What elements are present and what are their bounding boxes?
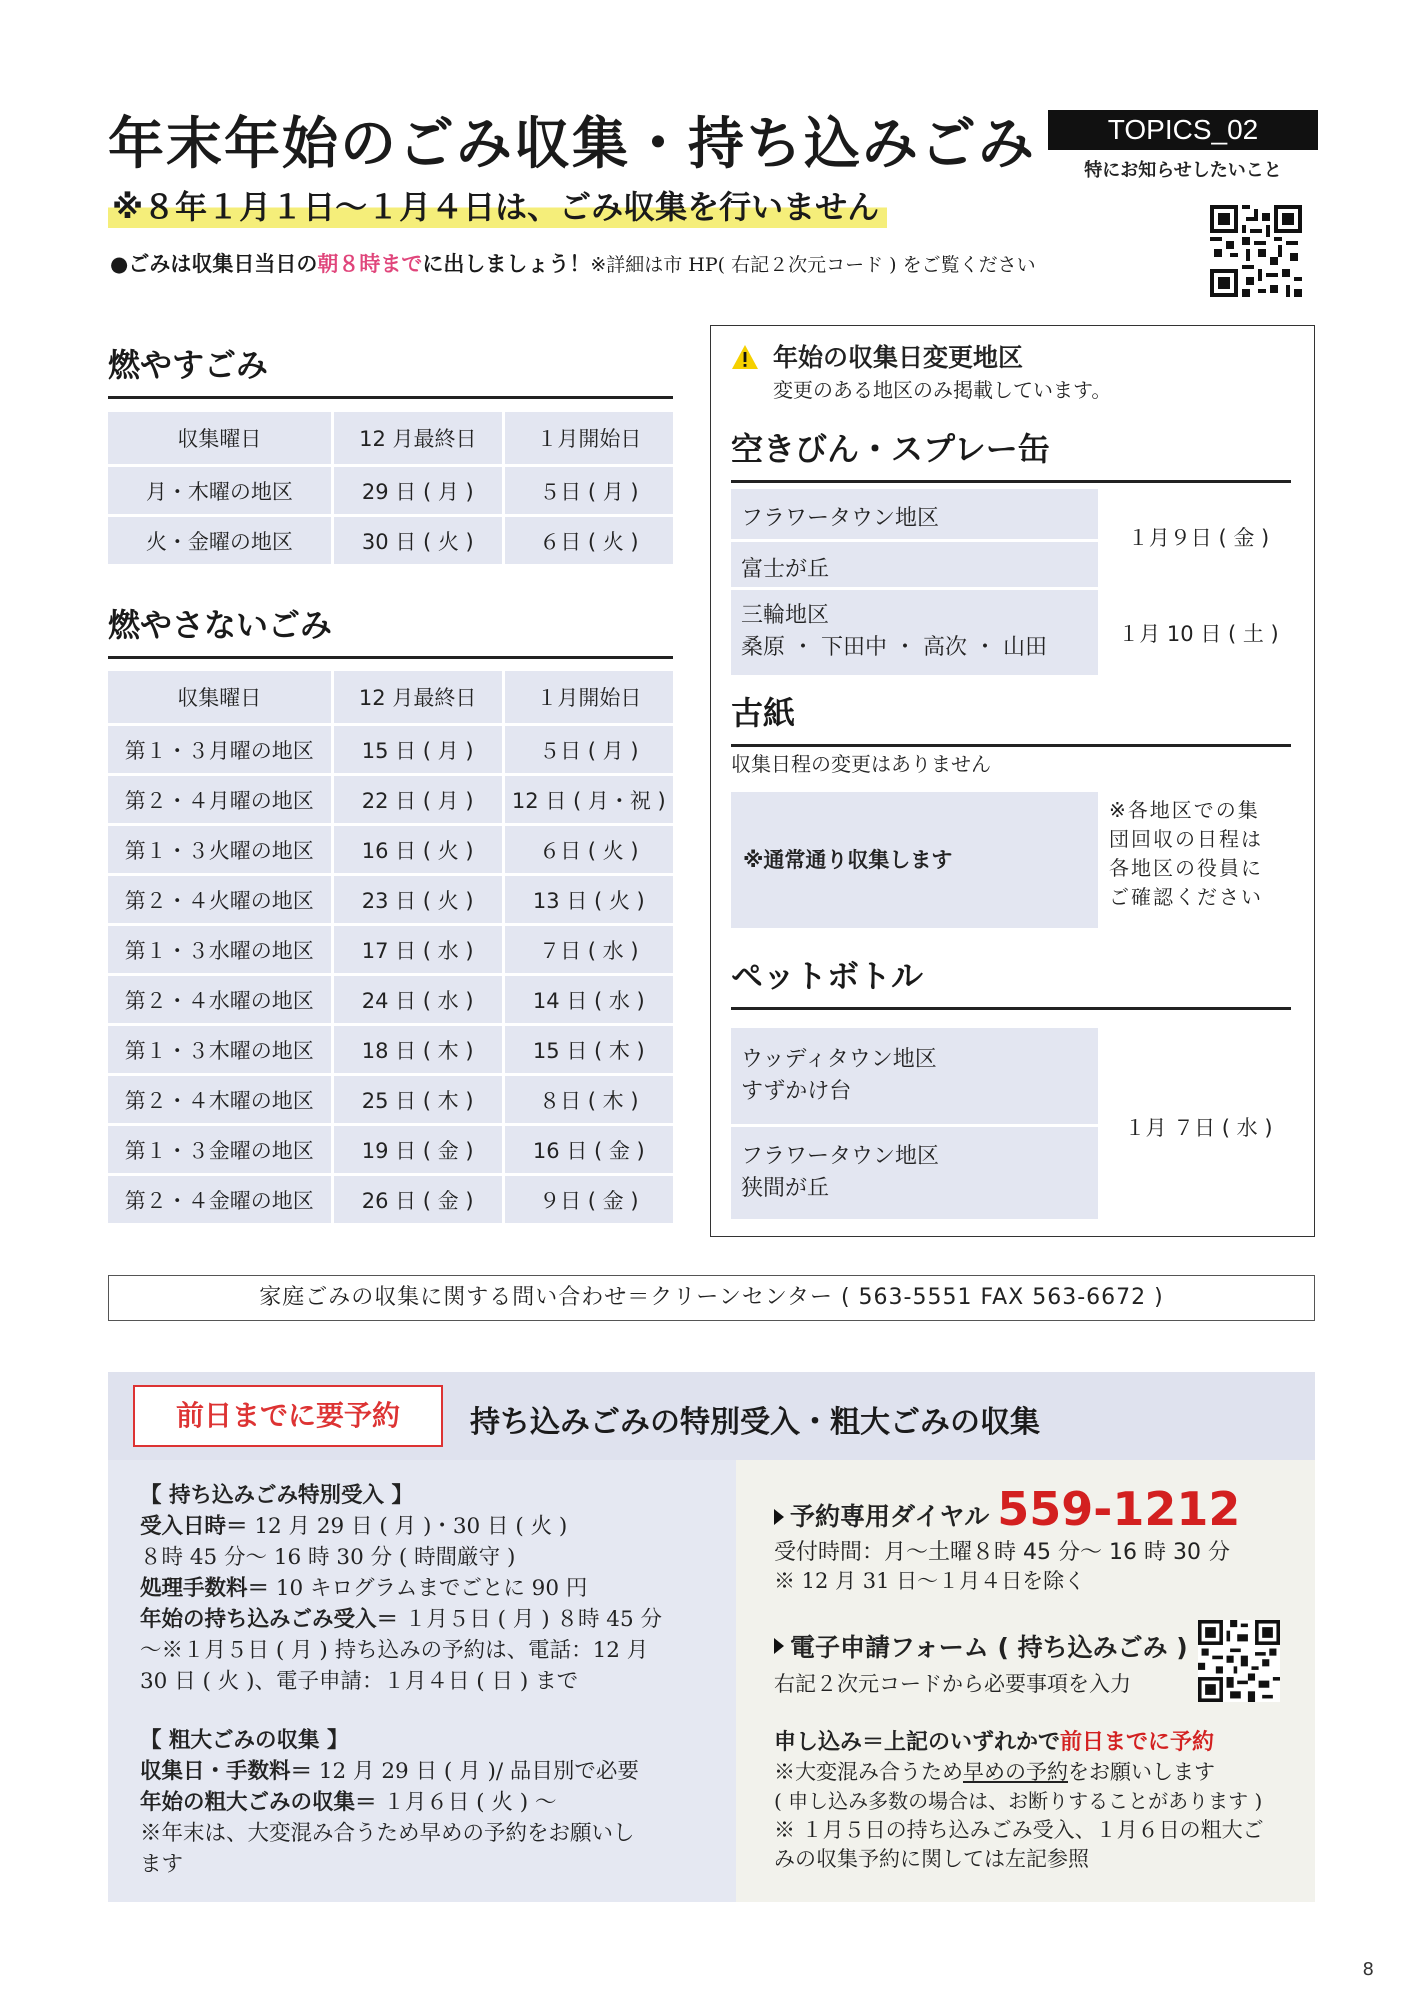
date-cell: 24 日 ( 水 ): [334, 976, 502, 1023]
application-notes: [774, 1728, 1304, 1874]
area-cell: 第２・４火曜の地区: [108, 876, 331, 923]
value: 10 キログラムまでごとに 90 円: [269, 1576, 588, 1601]
date-cell: ９日 ( 金 ): [505, 1176, 673, 1223]
value: １月６日 ( 火 ) ～: [376, 1790, 557, 1815]
inquiry-box: 家庭ごみの収集に関する問い合わせ＝クリーンセンター ( 563-5551 FAX 563-6672 ): [108, 1275, 1315, 1321]
value: 12 月 29 日 ( 月 )/ 品目別で必要: [312, 1759, 639, 1784]
table-header-row: [108, 412, 673, 464]
no-collection-notice: ※８年１月１日～１月４日は、ごみ収集を行いません: [108, 182, 887, 228]
area-name: 三輪地区: [741, 603, 830, 628]
table-row: [108, 876, 673, 923]
reception-hours: 受付時間：月～土曜８時 45 分～ 16 時 30 分: [774, 1540, 1230, 1565]
burnable-heading: 燃やすごみ: [108, 340, 673, 399]
e-form-link[interactable]: 電子申請フォーム ( 持ち込みごみ ): [790, 1633, 1188, 1662]
area-cell: [731, 1127, 1098, 1219]
date-cell: 12 日 ( 月・祝 ): [505, 776, 673, 823]
date-cell: ８日 ( 木 ): [505, 1076, 673, 1123]
triangle-bullet-icon: [774, 1638, 784, 1654]
instr-text-a: ●ごみは収集日当日の: [110, 252, 318, 276]
schedule-change-box: [710, 325, 1315, 1237]
reservation-right-panel: [736, 1460, 1315, 1902]
header-cell: １月開始日: [505, 671, 673, 723]
date-cell: 23 日 ( 火 ): [334, 876, 502, 923]
label: 受入日時＝: [140, 1514, 248, 1539]
section-heading: 【 持ち込みごみ特別受入 】: [140, 1483, 413, 1508]
topics-badge: TOPICS_02: [1048, 110, 1318, 150]
e-form-sub: 右記２次元コードから必要事項を入力: [774, 1672, 1131, 1696]
date-cell: 26 日 ( 金 ): [334, 1176, 502, 1223]
qr-code-icon: [1210, 205, 1302, 297]
area-cell: 第１・３火曜の地区: [108, 826, 331, 873]
date-cell: 16 日 ( 火 ): [334, 826, 502, 873]
date-cell: 15 日 ( 木 ): [505, 1026, 673, 1073]
table-row: [108, 1026, 673, 1073]
area-name: すずかけ台: [741, 1079, 852, 1104]
header-cell: 12 月最終日: [334, 412, 502, 464]
date-cell: ６日 ( 火 ): [505, 826, 673, 873]
warning-icon: [731, 344, 759, 370]
dial-block: [774, 1482, 1294, 1596]
area-cell: 第２・４木曜の地区: [108, 1076, 331, 1123]
table-row: [108, 467, 673, 514]
table-row: [108, 776, 673, 823]
label: 年始の粗大ごみの収集＝: [140, 1790, 377, 1815]
area-cell: 第１・３月曜の地区: [108, 726, 331, 773]
page-number: 8: [1362, 1959, 1374, 1980]
date-cell: １月 ７日 ( 水 ): [1124, 1116, 1273, 1140]
date-cell: 18 日 ( 木 ): [334, 1026, 502, 1073]
table-row: [108, 726, 673, 773]
change-notice-sub: 変更のある地区のみ掲載しています。: [773, 378, 1112, 402]
note-emphasis: 早めの予約: [963, 1760, 1068, 1784]
note-line: ※各地区での集: [1109, 798, 1260, 822]
date-cell: ５日 ( 月 ): [505, 467, 673, 514]
area-cell: 第１・３水曜の地区: [108, 926, 331, 973]
date-cell: ５日 ( 月 ): [505, 726, 673, 773]
date-cell: １月 10 日 ( 土 ): [1118, 622, 1279, 646]
paper-note: [1109, 796, 1299, 912]
paper-heading: 古紙: [731, 688, 1291, 747]
instr-deadline: 朝８時まで: [317, 252, 423, 276]
note-text: ( 申し込み多数の場合は、お断りすることがあります ): [774, 1789, 1263, 1813]
date-cell: 15 日 ( 月 ): [334, 726, 502, 773]
dial-label: 予約専用ダイヤル: [790, 1502, 990, 1531]
header-cell: 12 月最終日: [334, 671, 502, 723]
area-cell: 火・金曜の地区: [108, 517, 331, 564]
area-cell: 第２・４金曜の地区: [108, 1176, 331, 1223]
reservation-left-panel: [108, 1460, 736, 1902]
value: ～※１月５日 ( 月 ) 持ち込みの予約は、電話：12 月: [140, 1638, 649, 1663]
apply-deadline: 前日までに予約: [1060, 1730, 1215, 1755]
area-subareas: 桑原 ・ 下田中 ・ 高次 ・ 山田: [741, 635, 1047, 660]
date-cell: 30 日 ( 火 ): [334, 517, 502, 564]
paper-sub: 収集日程の変更はありません: [731, 752, 991, 776]
left-panel-text: [140, 1480, 720, 1880]
date-cell: 29 日 ( 月 ): [334, 467, 502, 514]
area-name: フラワータウン地区: [741, 1144, 940, 1169]
table-row: [108, 826, 673, 873]
nonburnable-heading: 燃やさないごみ: [108, 600, 673, 659]
table-row: [108, 1176, 673, 1223]
date-cell: 13 日 ( 火 ): [505, 876, 673, 923]
reception-hours-note: ※ 12 月 31 日～１月４日を除く: [774, 1569, 1086, 1593]
value: ます: [140, 1852, 184, 1877]
note-line: ご確認ください: [1109, 885, 1263, 909]
header-cell: 収集曜日: [108, 671, 331, 723]
value: 30 日 ( 火 )、電子申請：１月４日 ( 日 ) まで: [140, 1669, 579, 1694]
qr-code-icon[interactable]: [1198, 1620, 1280, 1702]
area-cell: 第２・４月曜の地区: [108, 776, 331, 823]
burnable-table: [105, 409, 676, 567]
date-cell: 19 日 ( 金 ): [334, 1126, 502, 1173]
note-text: みの収集予約に関しては左記参照: [774, 1847, 1089, 1871]
section-heading: 【 粗大ごみの収集 】: [140, 1728, 349, 1753]
paper-collection-cell: ※通常通り収集します: [731, 792, 1098, 928]
date-cell: ７日 ( 水 ): [505, 926, 673, 973]
area-name: ウッディタウン地区: [741, 1047, 937, 1072]
area-cell: 第１・３木曜の地区: [108, 1026, 331, 1073]
date-cell: 22 日 ( 月 ): [334, 776, 502, 823]
note-line: 団回収の日程は: [1109, 827, 1263, 851]
header-cell: １月開始日: [505, 412, 673, 464]
table-row: [108, 976, 673, 1023]
table-row: [108, 1076, 673, 1123]
reservation-required-badge: 前日までに要予約: [133, 1385, 443, 1447]
table-header-row: [108, 671, 673, 723]
label: 処理手数料＝: [140, 1576, 270, 1601]
triangle-bullet-icon: [774, 1509, 784, 1525]
area-cell: 第１・３金曜の地区: [108, 1126, 331, 1173]
label: 年始の持ち込みごみ受入＝: [140, 1607, 399, 1632]
note-text: ※大変混み合うため: [774, 1760, 963, 1784]
date-cell: ６日 ( 火 ): [505, 517, 673, 564]
reservation-title: 持ち込みごみの特別受入・粗大ごみの収集: [470, 1405, 1040, 1440]
collection-instruction: [110, 248, 1036, 278]
date-cell: 25 日 ( 木 ): [334, 1076, 502, 1123]
pet-heading: ペットボトル: [731, 951, 1291, 1010]
value: １月５日 ( 月 ) ８時 45 分: [398, 1607, 662, 1632]
value: 12 月 29 日 ( 月 )・30 日 ( 火 ): [247, 1514, 568, 1539]
table-row: [108, 517, 673, 564]
nonburnable-table: [105, 668, 676, 1226]
date-cell: 17 日 ( 水 ): [334, 926, 502, 973]
area-cell: フラワータウン地区: [731, 489, 1098, 539]
apply-text: 申し込み＝上記のいずれかで: [774, 1730, 1061, 1755]
note-text: ※ １月５日の持ち込みごみ受入、１月６日の粗大ご: [774, 1818, 1264, 1842]
e-form-block: [774, 1628, 1188, 1699]
instr-text-c: に出しましょう！: [422, 252, 591, 276]
area-cell: 富士が丘: [731, 542, 1098, 587]
area-cell: [731, 590, 1098, 675]
bottles-heading: 空きびん・スプレー缶: [731, 424, 1291, 483]
note-text: をお願いします: [1068, 1760, 1215, 1784]
area-cell: [731, 1028, 1098, 1124]
table-row: [108, 926, 673, 973]
instr-detail-note: ※詳細は市 HP( 右記２次元コード ) をご覧ください: [590, 254, 1036, 276]
header-cell: 収集曜日: [108, 412, 331, 464]
date-cell: 14 日 ( 水 ): [505, 976, 673, 1023]
area-cell: 第２・４水曜の地区: [108, 976, 331, 1023]
label: 収集日・手数料＝: [140, 1759, 313, 1784]
date-cell: 16 日 ( 金 ): [505, 1126, 673, 1173]
date-cell: １月９日 ( 金 ): [1127, 526, 1270, 550]
change-notice-title: 年始の収集日変更地区: [773, 343, 1024, 372]
page-title: 年末年始のごみ収集・持ち込みごみ: [108, 112, 1036, 177]
value: ８時 45 分～ 16 時 30 分 ( 時間厳守 ): [140, 1545, 516, 1570]
area-name: 狭間が丘: [741, 1176, 830, 1201]
note-line: 各地区の役員に: [1109, 856, 1263, 880]
topics-subtitle: 特にお知らせしたいこと: [1084, 160, 1282, 181]
value: ※年末は、大変混み合うため早めの予約をお願いし: [140, 1821, 635, 1846]
table-row: [108, 1126, 673, 1173]
dial-number[interactable]: 559-1212: [997, 1482, 1241, 1536]
area-cell: 月・木曜の地区: [108, 467, 331, 514]
